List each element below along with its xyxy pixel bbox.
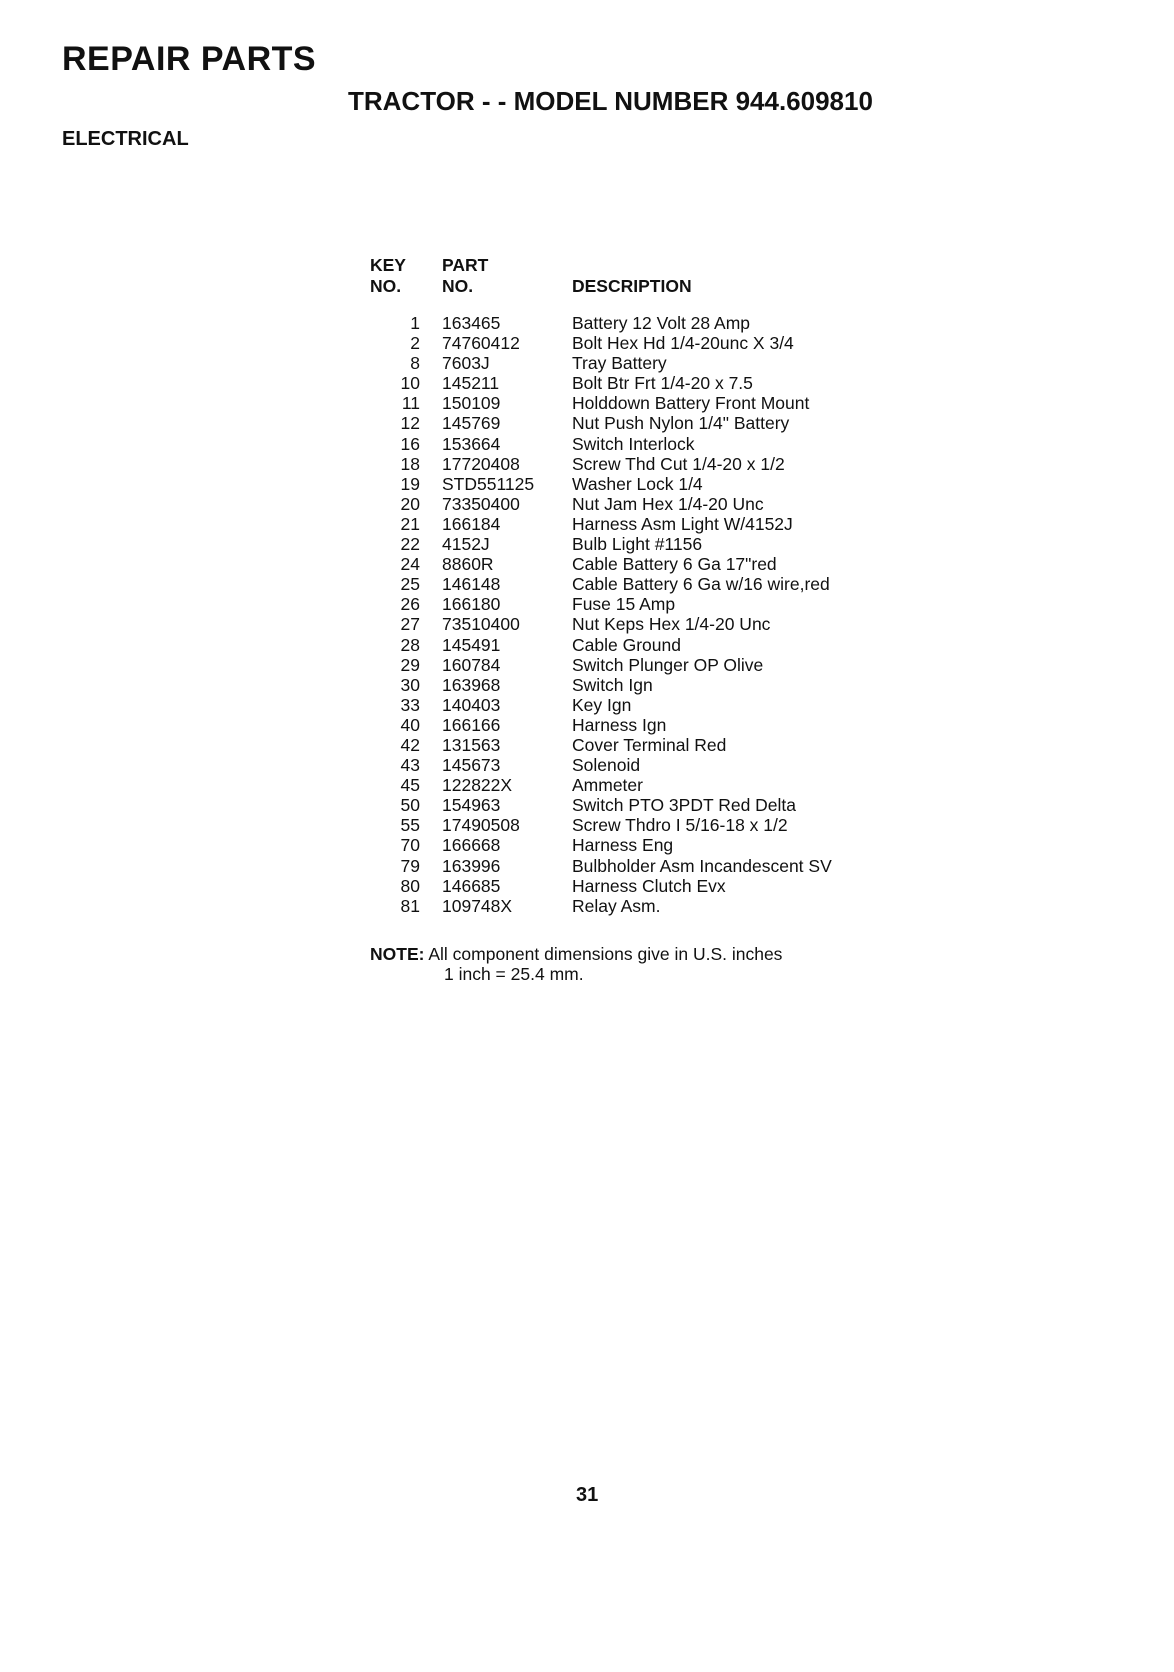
part-number: 160784 bbox=[442, 654, 501, 675]
key-number: 1 bbox=[410, 313, 420, 333]
part-description: Battery 12 Volt 28 Amp bbox=[572, 313, 751, 333]
part-description: Bolt Btr Frt 1/4-20 x 7.5 bbox=[572, 373, 753, 394]
header-key-line2: NO. bbox=[370, 276, 402, 296]
table-row bbox=[370, 635, 832, 655]
key-number: 25 bbox=[400, 574, 420, 595]
part-description: Fuse 15 Amp bbox=[572, 594, 676, 615]
key-number: 55 bbox=[400, 815, 420, 836]
key-number: 50 bbox=[400, 795, 420, 816]
part-number: 145491 bbox=[442, 634, 501, 655]
key-number: 45 bbox=[400, 775, 420, 796]
key-number: 29 bbox=[400, 654, 420, 675]
key-number: 11 bbox=[401, 393, 420, 414]
part-description: Bulbholder Asm Incandescent SV bbox=[572, 855, 832, 876]
table-row bbox=[370, 896, 832, 916]
part-number: 163996 bbox=[442, 855, 501, 876]
part-description: Bolt Hex Hd 1/4-20unc X 3/4 bbox=[572, 333, 794, 354]
page-number: 31 bbox=[576, 1484, 599, 1506]
part-description: Relay Asm. bbox=[572, 895, 661, 916]
header-key-line1: KEY bbox=[370, 255, 406, 275]
part-description: Nut Jam Hex 1/4-20 Unc bbox=[572, 493, 764, 514]
part-number: 17490508 bbox=[442, 815, 520, 836]
key-number: 26 bbox=[400, 594, 420, 615]
table-row bbox=[370, 876, 832, 896]
table-row bbox=[370, 856, 832, 876]
page-title: REPAIR PARTS bbox=[62, 40, 317, 78]
key-number: 81 bbox=[400, 895, 420, 916]
table-row bbox=[370, 474, 832, 494]
key-number: 12 bbox=[400, 413, 420, 434]
header-desc-spacer bbox=[572, 255, 832, 276]
part-description: Harness Eng bbox=[572, 835, 674, 856]
parts-table-header bbox=[370, 255, 832, 313]
part-description: Switch Interlock bbox=[572, 433, 695, 454]
part-number: STD551125 bbox=[442, 473, 535, 494]
part-description: Bulb Light #1156 bbox=[572, 534, 703, 555]
key-number: 10 bbox=[400, 373, 420, 394]
part-number: 163465 bbox=[442, 313, 501, 333]
table-row bbox=[370, 313, 832, 333]
note-line1: All component dimensions give in U.S. inches bbox=[428, 944, 783, 964]
part-description: Ammeter bbox=[572, 775, 643, 796]
key-number: 70 bbox=[400, 835, 420, 856]
table-row bbox=[370, 594, 832, 614]
parts-table bbox=[370, 255, 832, 916]
part-description: Washer Lock 1/4 bbox=[572, 473, 703, 494]
part-number: 146685 bbox=[442, 875, 501, 896]
key-number: 22 bbox=[400, 534, 420, 555]
key-number: 43 bbox=[400, 755, 420, 776]
part-number: 166668 bbox=[442, 835, 501, 856]
part-description: Screw Thd Cut 1/4-20 x 1/2 bbox=[572, 453, 785, 474]
part-description: Harness Clutch Evx bbox=[572, 875, 726, 896]
part-number: 122822X bbox=[442, 775, 513, 796]
part-number: 153664 bbox=[442, 433, 501, 454]
part-description: Nut Push Nylon 1/4" Battery bbox=[572, 413, 790, 434]
part-number: 166166 bbox=[442, 714, 501, 735]
part-description: Screw Thdro I 5/16-18 x 1/2 bbox=[572, 815, 788, 836]
table-row bbox=[370, 534, 832, 554]
table-row bbox=[370, 413, 832, 433]
key-number: 18 bbox=[400, 453, 420, 474]
part-number: 4152J bbox=[442, 534, 490, 555]
part-number: 140403 bbox=[442, 694, 501, 715]
key-number: 33 bbox=[400, 694, 420, 715]
table-row bbox=[370, 574, 832, 594]
part-description: Tray Battery bbox=[572, 353, 667, 374]
key-number: 28 bbox=[400, 634, 420, 655]
key-number: 27 bbox=[400, 614, 420, 635]
table-row bbox=[370, 755, 832, 775]
part-number: 150109 bbox=[442, 393, 501, 414]
note bbox=[370, 944, 782, 984]
part-description: Cover Terminal Red bbox=[572, 734, 727, 755]
part-number: 154963 bbox=[442, 795, 501, 816]
table-row bbox=[370, 795, 832, 815]
table-row bbox=[370, 454, 832, 474]
part-number: 73350400 bbox=[442, 493, 520, 514]
table-row bbox=[370, 695, 832, 715]
part-number: 17720408 bbox=[442, 453, 520, 474]
note-line2: 1 inch = 25.4 mm. bbox=[444, 964, 584, 984]
table-row bbox=[370, 554, 832, 574]
header-description: DESCRIPTION bbox=[572, 276, 692, 296]
part-number: 73510400 bbox=[442, 614, 520, 635]
key-number: 24 bbox=[400, 554, 420, 575]
part-number: 166184 bbox=[442, 513, 501, 534]
part-number: 7603J bbox=[442, 353, 490, 374]
key-number: 8 bbox=[410, 353, 420, 374]
part-description: Switch PTO 3PDT Red Delta bbox=[572, 795, 797, 816]
parts-table-body bbox=[370, 313, 832, 916]
part-number: 163968 bbox=[442, 674, 501, 695]
part-number: 146148 bbox=[442, 574, 501, 595]
table-row bbox=[370, 775, 832, 795]
table-row bbox=[370, 735, 832, 755]
key-number: 30 bbox=[400, 674, 420, 695]
key-number: 21 bbox=[400, 513, 420, 534]
table-row bbox=[370, 514, 832, 534]
part-description: Switch Ign bbox=[572, 674, 653, 695]
part-description: Key Ign bbox=[572, 694, 632, 715]
table-row bbox=[370, 614, 832, 634]
part-number: 145211 bbox=[442, 373, 500, 394]
section-heading: ELECTRICAL bbox=[62, 128, 189, 150]
key-number: 20 bbox=[400, 493, 420, 514]
part-number: 145769 bbox=[442, 413, 501, 434]
part-description: Cable Battery 6 Ga 17"red bbox=[572, 554, 777, 575]
header-part-line1: PART bbox=[442, 255, 489, 275]
table-row bbox=[370, 655, 832, 675]
key-number: 16 bbox=[400, 433, 420, 454]
part-description: Harness Asm Light W/4152J bbox=[572, 513, 793, 534]
table-row bbox=[370, 815, 832, 835]
key-number: 42 bbox=[400, 734, 420, 755]
table-row bbox=[370, 373, 832, 393]
table-row bbox=[370, 333, 832, 353]
key-number: 2 bbox=[410, 333, 420, 354]
part-description: Switch Plunger OP Olive bbox=[572, 654, 764, 675]
table-row bbox=[370, 434, 832, 454]
header-row-2 bbox=[370, 276, 832, 313]
part-number: 109748X bbox=[442, 895, 513, 916]
table-row bbox=[370, 393, 832, 413]
table-row bbox=[370, 835, 832, 855]
key-number: 40 bbox=[400, 714, 420, 735]
key-number: 19 bbox=[400, 473, 420, 494]
part-number: 145673 bbox=[442, 755, 501, 776]
note-label: NOTE: bbox=[370, 944, 425, 964]
part-number: 131563 bbox=[442, 734, 501, 755]
model-subtitle: TRACTOR - - MODEL NUMBER 944.609810 bbox=[348, 86, 873, 116]
part-description: Cable Ground bbox=[572, 634, 681, 655]
table-row bbox=[370, 675, 832, 695]
header-row-1 bbox=[370, 255, 832, 276]
key-number: 80 bbox=[400, 875, 420, 896]
table-row bbox=[370, 353, 832, 373]
part-description: Solenoid bbox=[572, 755, 641, 776]
part-number: 166180 bbox=[442, 594, 501, 615]
part-number: 74760412 bbox=[442, 333, 520, 354]
header-part-line2: NO. bbox=[442, 276, 474, 296]
part-description: Cable Battery 6 Ga w/16 wire,red bbox=[572, 574, 830, 595]
key-number: 79 bbox=[400, 855, 420, 876]
part-description: Nut Keps Hex 1/4-20 Unc bbox=[572, 614, 771, 635]
part-number: 8860R bbox=[442, 554, 494, 575]
part-description: Holddown Battery Front Mount bbox=[572, 393, 810, 414]
table-row bbox=[370, 715, 832, 735]
table-row bbox=[370, 494, 832, 514]
part-description: Harness Ign bbox=[572, 714, 667, 735]
